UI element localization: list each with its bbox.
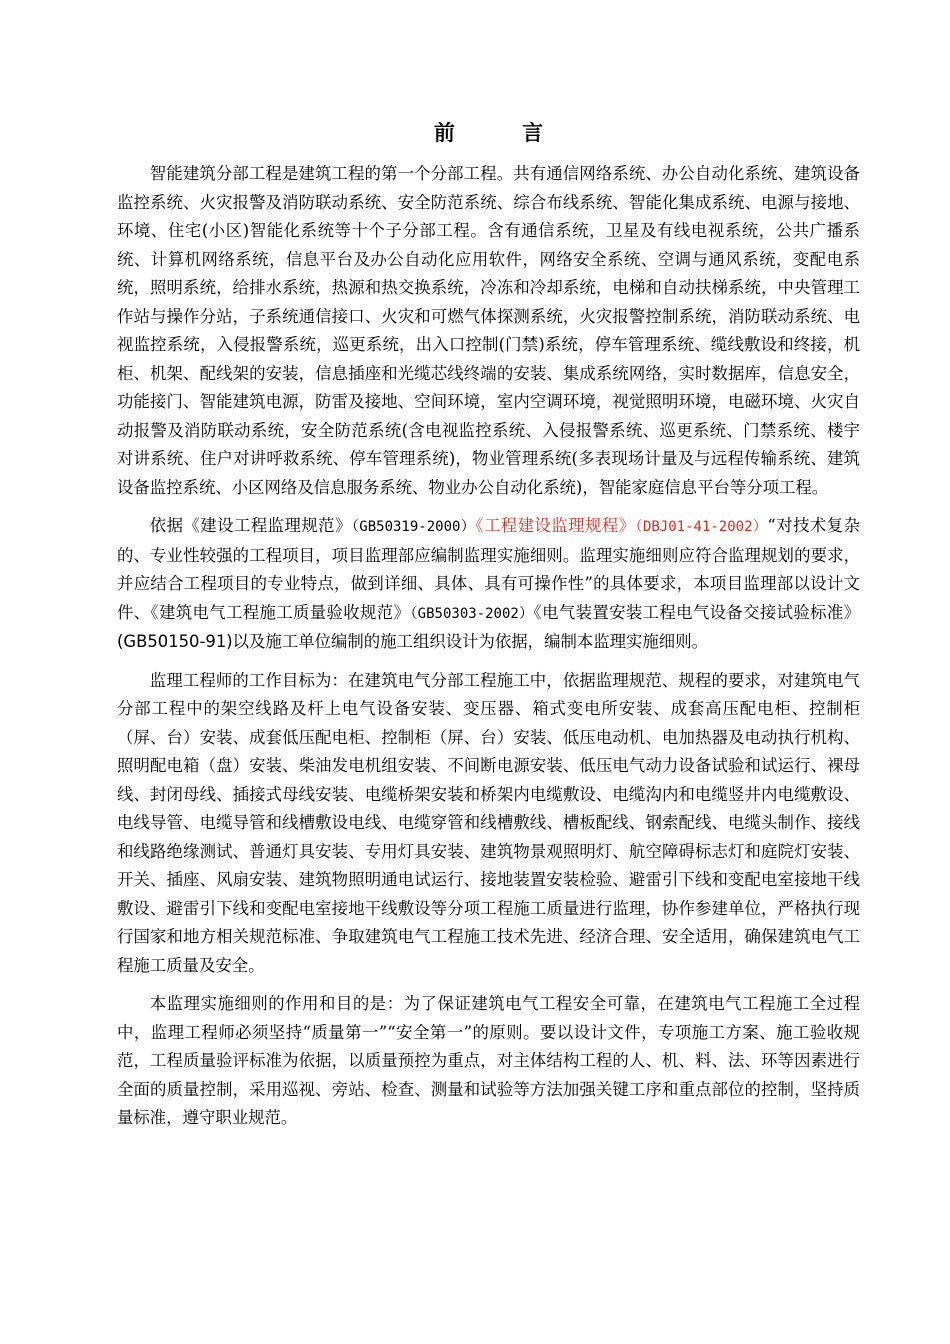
- intro-paragraph: 智能建筑分部工程是建筑工程的第一个分部工程。共有通信网络系统、办公自动化系统、建筑设备监控系统、火灾报警及消防联动系统、安全防范系统、综合布线系统、智能化集成系统、电源与接地、环境、住宅(小区)智能化系统等十个子分部工程。含有通信系统，卫星及有线电视系统，公共广播系统、计算机网络系统，信息平台及办公自动化应用软件，网络安全系统、空调与通风系统，变配电系统，照明系统，给排水系统，热源和热交换系统，冷冻和冷却系统，电梯和自动扶梯系统，中央管理工作站与操作分站，子系统通信接口、火灾和可燃气体探测系统，火灾报警控制系统，消防联动系统、电视监控系统，入侵报警系统，巡更系统，出入口控制(门禁)系统，停车管理系统、缆线敷设和终接，机柜、机架、配线架的安装，信息插座和光缆芯线终端的安装、集成系统网络，实时数据库，信息安全，功能接门、智能建筑电源，防雷及接地、空间环境，室内空调环境，视觉照明环境，电磁环境、火灾自动报警及消防联动系统，安全防范系统(含电视监控系统、入侵报警系统、巡更系统、门禁系统、楼宇对讲系统、住户对讲呼救系统、停车管理系统)，物业管理系统(多表现场计量及与远程传输系统、建筑设备监控系统、小区网络及信息服务系统、物业办公自动化系统)，智能家庭信息平台等分项工程。: [117, 164, 860, 497]
- document-page: [117, 116, 860, 1143]
- highlighted-regulation-title: 《工程建设监理规程》: [475, 516, 636, 535]
- basis-text-4: 以及施工单位编制的施工组织设计为依据，编制本监理实施细则。: [232, 632, 708, 651]
- standard-code-gb50303: （GB50303-2002）: [410, 605, 534, 622]
- purpose-paragraph: 本监理实施细则的作用和目的是：为了保证建筑电气工程安全可靠，在建筑电气工程施工全过程中，监理工程师必须坚持“质量第一”“安全第一”的原则。要以设计文件，专项施工方案、施工验收规范，工程质量验评标准为依据，以质量预控为重点，对主体结构工程的人、机、料、法、环等因素进行全面的质量控制，采用巡视、旁站、检查、测量和试验等方法加强关键工序和重点部位的控制，坚持质量标准，遵守职业规范。: [117, 994, 860, 1127]
- highlighted-standard-code-dbj01: （DBJ01-41-2002）: [635, 519, 768, 535]
- work-goal-paragraph: 监理工程师的工作目标为：在建筑电气分部工程施工中，依据监理规范、规程的要求，对建筑电气分部工程中的架空线路及杆上电气设备安装、变压器、箱式变电所安装、成套高压配电柜、控制柜（屏、台）安装、成套低压配电柜、控制柜（屏、台）安装、低压电动机、电加热器及电动执行机构、照明配电箱（盘）安装、柴油发电机组安装、不间断电源安装、低压电气动力设备试验和试运行、裸母线、封闭母线、插接式母线安装、电缆桥架安装和桥架内电缆敷设、电缆沟内和电缆竖井内电缆敷设、电线导管、电缆导管和线槽敷设电线、电缆穿管和线槽敷线、槽板配线、钢索配线、电缆头制作、接线和线路绝缘测试、普通灯具安装、专用灯具安装、建筑物景观照明灯、航空障碍标志灯和庭院灯安装、开关、插座、风扇安装、建筑物照明通电试运行、接地装置安装检验、避雷引下线和变配电室接地干线敷设、避雷引下线和变配电室接地干线敷设等分项工程施工质量进行监理，协作参建单位，严格执行现行国家和地方相关规范标准、争取建筑电气工程施工技术先进、经济合理、安全适用，确保建筑电气工程施工质量及安全。: [117, 670, 860, 975]
- standard-code-gb50319: （GB50319-2000）: [351, 519, 476, 535]
- basis-text-3: 《电气装置安装工程电气设备交接试验标准》: [533, 602, 860, 622]
- basis-text-2: “对技术复杂的、专业性较强的工程项目，项目监理部应编制监理实施细则。监理实施细则应符合监理规划的要求，并应结合工程项目的专业特点，做到详细、具体、具有可操作性”的具体要求，本项目监理部以设计文件、《建筑电气工程施工质量验收规范》: [117, 516, 860, 622]
- basis-paragraph: [117, 512, 860, 657]
- page-title: 前 言: [433, 120, 574, 145]
- basis-text-1: 依据《建设工程监理规范》: [149, 516, 352, 535]
- standard-code-gb50150: (GB50150-91): [117, 632, 233, 651]
